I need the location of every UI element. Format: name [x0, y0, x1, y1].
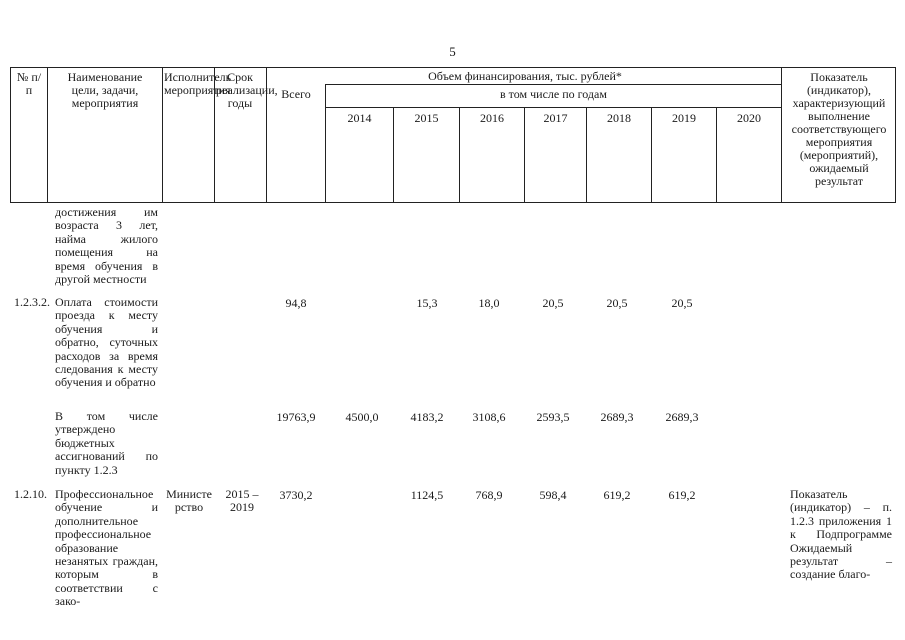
- table-row-cell-term: 2015 – 2019: [225, 487, 259, 515]
- table-row-cell-name: В том числе утверждено бюджетных ассигнований по пункту 1.2.3: [55, 409, 158, 477]
- header-year-2016: 2016: [480, 111, 504, 125]
- table-row-cell-executor: Министерство: [166, 487, 212, 515]
- table-row-cell-2016: 18,0: [478, 296, 500, 310]
- table-row-cell-name: Оплата стоимости проезда к месту обучения и обратно, суточных расходов за время следования к месту обучения и обратно: [55, 295, 158, 390]
- table-row-cell-indicator: Показатель (индикатор) – п. 1.2.3 приложения 1 к Подпрограмме Ожидаемый результат – создание благо-: [790, 487, 892, 582]
- table-row-cell-2019: 2689,3: [665, 410, 699, 424]
- table-row-cell-2015: 1124,5: [410, 488, 444, 502]
- table-row-cell-total: 19763,9: [276, 410, 316, 424]
- header-name: Наименование цели, задачи, мероприятия: [67, 70, 143, 110]
- table-row-cell-2018: 20,5: [606, 296, 628, 310]
- table-row-cell-num: 1.2.3.2.: [14, 295, 50, 309]
- table-row-cell-total: 3730,2: [279, 488, 313, 502]
- header-year-2015: 2015: [414, 111, 439, 125]
- header-finance: Объем финансирования, тыс. рублей*: [428, 69, 622, 83]
- header-num: № п/п: [16, 70, 42, 97]
- table-row-cell-num: 1.2.10.: [14, 487, 47, 501]
- header-term: Срок реализации, годы: [216, 70, 278, 110]
- table-row-cell-name: Профессиональное обучение и дополнительное профессиональное образование незанятых граждан, которым в соответствии с зако-: [55, 487, 158, 609]
- table-row-cell-2017: 20,5: [542, 296, 564, 310]
- header-year-2014: 2014: [347, 111, 372, 125]
- table-row-cell-2016: 768,9: [475, 488, 503, 502]
- header-total: Всего: [281, 87, 311, 101]
- table-row-cell-2018: 2689,3: [600, 410, 634, 424]
- table-row-cell-name: достижения им возраста 3 лет, найма жилого помещения на время обучения в другой местности: [55, 205, 158, 287]
- header-year-2020: 2020: [737, 111, 761, 125]
- table-row-cell-2017: 598,4: [539, 488, 567, 502]
- header-year-2019: 2019: [672, 111, 696, 125]
- page-number: 5: [449, 44, 456, 59]
- table-row-cell-2019: 20,5: [671, 296, 693, 310]
- header-year-2017: 2017: [543, 111, 568, 125]
- table-row-cell-2015: 15,3: [416, 296, 438, 310]
- table-row-cell-2018: 619,2: [603, 488, 631, 502]
- header-years: в том числе по годам: [500, 87, 607, 101]
- header-indicator: Показатель (индикатор), характеризующий выполнение соответствующего мероприятия (мероприятий), ожидаемый результат: [791, 70, 887, 188]
- table-row-cell-2016: 3108,6: [472, 410, 506, 424]
- table-row-cell-2017: 2593,5: [536, 410, 570, 424]
- table-row-cell-2019: 619,2: [668, 488, 696, 502]
- header-year-2018: 2018: [607, 111, 631, 125]
- header-executor: Исполнитель мероприятия: [164, 70, 232, 97]
- table-row-cell-total: 94,8: [285, 296, 307, 310]
- table-row-cell-2015: 4183,2: [410, 410, 444, 424]
- table-row-cell-2014: 4500,0: [345, 410, 379, 424]
